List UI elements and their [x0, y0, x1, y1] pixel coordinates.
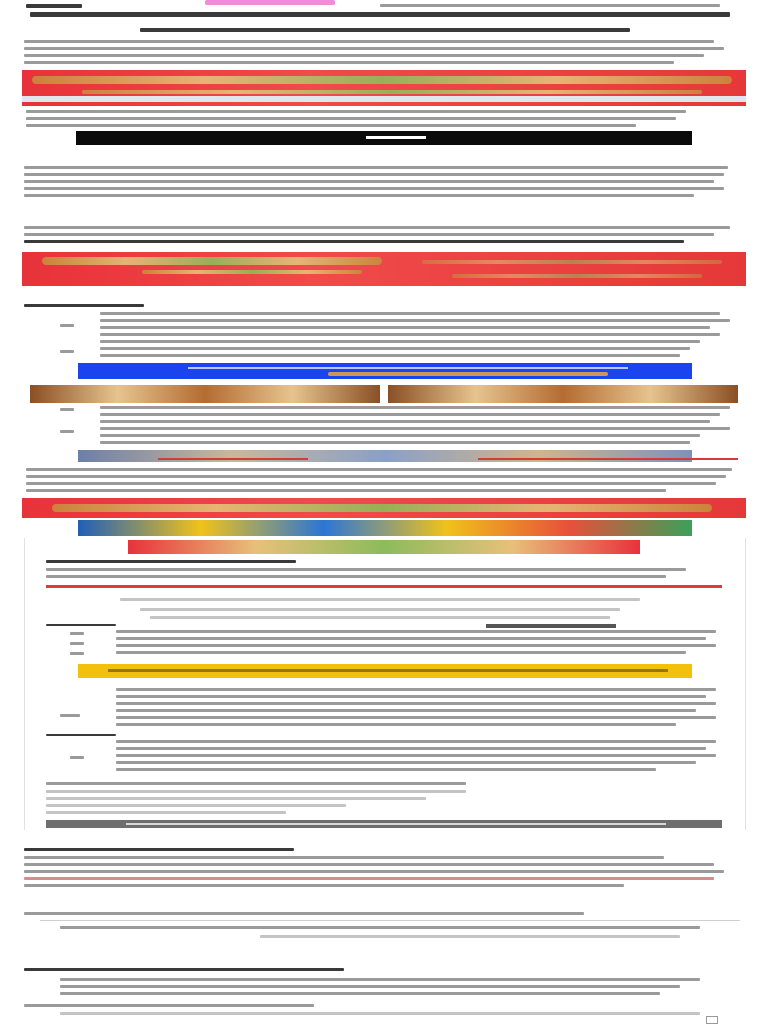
food-graphic [32, 76, 732, 84]
page-headline [30, 12, 730, 17]
text-line [100, 347, 690, 350]
text-line [116, 747, 706, 750]
text-line [46, 790, 466, 793]
text-line [24, 233, 714, 236]
text-line [46, 811, 286, 814]
comment-link[interactable] [24, 877, 714, 880]
bar-text-mark [188, 367, 628, 369]
site-header [0, 0, 768, 36]
text-line [116, 761, 696, 764]
text-line [24, 166, 728, 169]
text-line [24, 194, 694, 197]
footer [0, 966, 768, 1024]
text-line [26, 117, 676, 120]
text-line [24, 40, 714, 43]
list-heading [46, 734, 116, 736]
list-item-marker [70, 756, 84, 759]
list-bullet [60, 408, 74, 411]
site-logo[interactable] [26, 4, 82, 8]
text-line [100, 406, 730, 409]
promo-banner-lower[interactable] [22, 498, 746, 518]
inline-button[interactable] [486, 624, 616, 628]
list-heading [24, 304, 144, 307]
text-line [24, 912, 584, 915]
food-graphic [82, 90, 702, 94]
grey-cta-bar[interactable] [46, 820, 722, 828]
text-line [24, 173, 724, 176]
text-line [60, 978, 700, 981]
intro-paragraph [0, 38, 768, 68]
list-section [0, 300, 768, 370]
text-line [140, 608, 620, 611]
text-line [100, 441, 690, 444]
text-line [24, 856, 664, 859]
text-line [100, 319, 730, 322]
text-line [100, 333, 720, 336]
text-line [116, 723, 676, 726]
text-line [100, 326, 710, 329]
blue-cta-bar[interactable] [78, 363, 692, 379]
text-line [24, 187, 724, 190]
text-line [26, 489, 666, 492]
text-line [24, 47, 724, 50]
article-body [0, 160, 768, 220]
list-item-marker [70, 632, 84, 635]
panel-list [46, 684, 726, 784]
text-line [46, 568, 686, 571]
header-highlight [205, 0, 335, 5]
text-line [100, 413, 720, 416]
scenery-photo[interactable] [78, 450, 692, 462]
panel-title [46, 560, 296, 563]
text-line [24, 61, 674, 64]
text-line [100, 420, 710, 423]
text-line [60, 1012, 700, 1015]
bar-text-mark [108, 669, 668, 672]
text-line [150, 616, 610, 619]
image-pair [30, 385, 740, 405]
text-line [26, 475, 726, 478]
text-line [26, 124, 636, 127]
text-line [116, 644, 716, 647]
text-line [24, 1004, 314, 1007]
text-line [24, 870, 724, 873]
text-line [24, 54, 704, 57]
text-line [116, 768, 656, 771]
bar-text-mark [126, 823, 666, 825]
text-line [100, 434, 700, 437]
footer-heading [24, 968, 344, 971]
text-line [116, 630, 716, 633]
list-bullet [60, 324, 74, 327]
text-line [100, 340, 700, 343]
text-line [46, 797, 426, 800]
food-graphic [42, 257, 382, 265]
list-item-marker [70, 642, 84, 645]
text-line [24, 180, 714, 183]
bar-text-mark [366, 136, 426, 139]
footer-link[interactable] [706, 1016, 718, 1024]
text-line [100, 312, 720, 315]
food-graphic [422, 260, 722, 264]
comments-section [0, 846, 768, 896]
text-line [100, 354, 680, 357]
text-line [60, 985, 680, 988]
text-line [46, 575, 666, 578]
promo-banner-top[interactable] [22, 70, 746, 106]
list-item-marker [60, 714, 80, 717]
product-image-right[interactable] [388, 385, 738, 403]
text-line [116, 651, 686, 654]
black-cta-bar[interactable] [76, 131, 692, 145]
text-line [46, 804, 346, 807]
embed-food-banner[interactable] [128, 540, 640, 554]
list-item-marker [70, 652, 84, 655]
text-line [116, 740, 716, 743]
text-line [100, 427, 730, 430]
food-graphic [142, 270, 362, 274]
text-line [116, 709, 696, 712]
photo-accent [478, 458, 738, 460]
comments-heading [24, 848, 294, 851]
text-line [116, 754, 716, 757]
text-line [26, 482, 716, 485]
yellow-cta-bar[interactable] [78, 664, 692, 678]
text-line [24, 863, 714, 866]
text-line [60, 926, 700, 929]
divider [40, 920, 740, 921]
list-bullet [60, 350, 74, 353]
text-line [24, 884, 624, 887]
list-bullet [60, 430, 74, 433]
text-line [116, 702, 716, 705]
food-graphic [452, 274, 702, 278]
text-line [116, 716, 716, 719]
text-line [260, 935, 680, 938]
text-line [116, 637, 706, 640]
text-line [120, 598, 640, 601]
nav-links[interactable] [380, 4, 720, 7]
list-heading [46, 624, 116, 626]
embed-hero-banner[interactable] [78, 520, 692, 536]
text-line [116, 695, 706, 698]
bar-highlight [328, 372, 608, 376]
product-image-left[interactable] [30, 385, 380, 403]
page-subheadline [140, 28, 630, 32]
photo-accent [158, 458, 308, 460]
red-divider [46, 585, 722, 588]
text-line [24, 226, 730, 229]
text-line [26, 110, 686, 113]
text-line [116, 688, 716, 691]
text-line [60, 992, 660, 995]
text-line [46, 782, 466, 785]
section-heading [24, 240, 684, 243]
text-line [26, 468, 732, 471]
food-graphic [52, 504, 712, 512]
panel-list [46, 622, 726, 662]
list-section [0, 404, 768, 454]
banner-strip [22, 96, 746, 102]
promo-banner-middle[interactable] [22, 252, 746, 286]
